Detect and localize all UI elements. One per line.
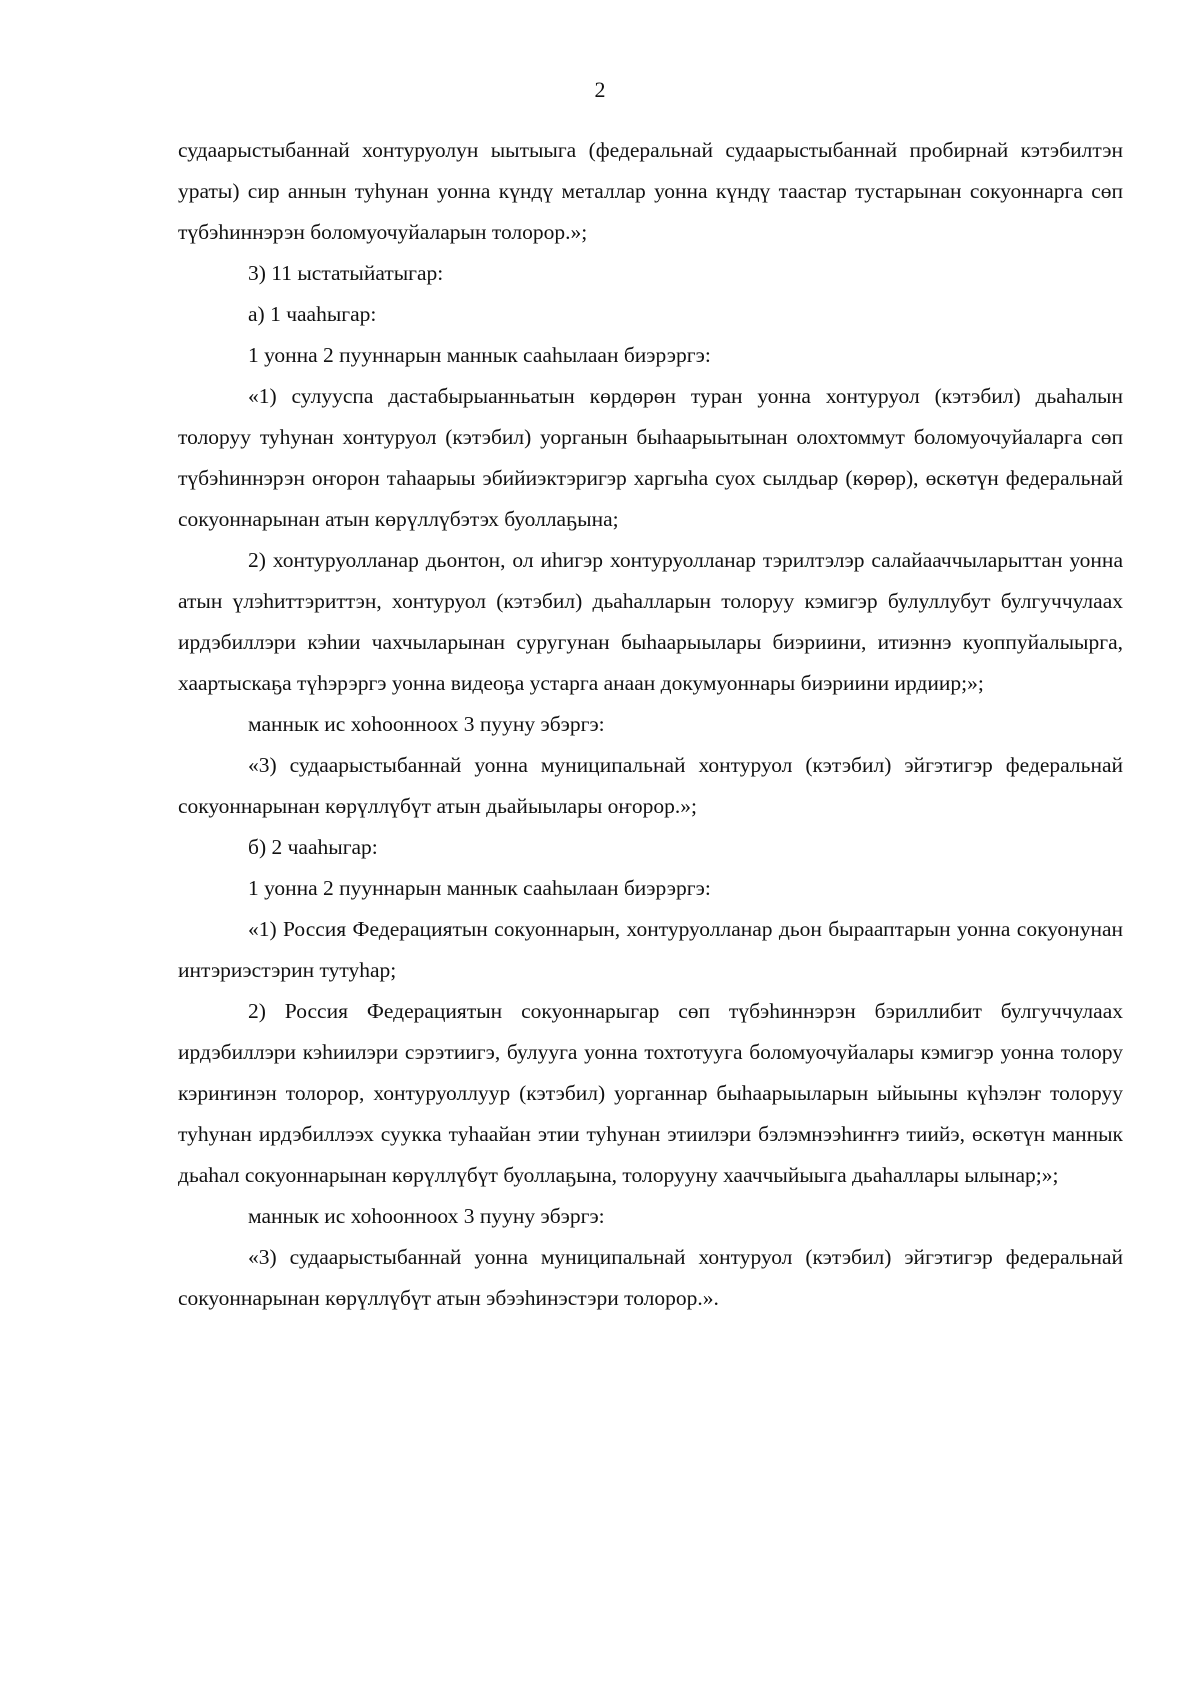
paragraph: маннык ис хоһоонноох 3 пууну эбэргэ:	[248, 712, 605, 736]
paragraph: б) 2 чааһыгар:	[248, 835, 378, 859]
paragraph: «3) судаарыстыбаннай уонна муниципальнай хонтуруол (кэтэбил) эйгэтигэр федеральнай сокуоннарынан көрүллүбүт атын эбээһинэстэри толорор.».	[178, 1245, 1123, 1310]
paragraph: «1) сулууспа дастабырыанньатын көрдөрөн туран уонна хонтуруол (кэтэбил) дьаһалын толоруу туһунан хонтуруол (кэтэбил) уорганын быһаарыытынан олохтоммут боломуочуйаларга сөп түбэһиннэрэн оҥорон таһаарыы эбийиэктэригэр харгыһа суох сылдьар (көрөр), өскөтүн федеральнай сокуоннарынан атын көрүллүбэтэх буоллаҕына;	[178, 384, 1123, 531]
paragraph: а) 1 чааһыгар:	[248, 302, 377, 326]
paragraph: «1) Россия Федерациятын сокуоннарын, хонтуруолланар дьон бырааптарын уонна сокуонунан интэриэстэрин тутуһар;	[178, 917, 1123, 982]
paragraph: 3) 11 ыстатыйатыгар:	[248, 261, 444, 285]
paragraph: 1 уонна 2 пууннарын маннык сааһылаан биэрэргэ:	[248, 876, 711, 900]
paragraph: 2) хонтуруолланар дьонтон, ол иһигэр хонтуруолланар тэрилтэлэр салайааччыларыттан уонна атын үлэһиттэриттэн, хонтуруол (кэтэбил) дьаһалларын толоруу кэмигэр булуллубут булгуччулаах ирдэбиллэри кэһии чахчыларынан суругунан быһаарыылары биэриини, итиэннэ куоппуйалыырга, хаартыскаҕа түһэрэргэ уонна видеоҕа устарга анаан докумуоннары биэриини ирдиир;»;	[178, 548, 1123, 695]
paragraph: маннык ис хоһоонноох 3 пууну эбэргэ:	[248, 1204, 605, 1228]
document-body	[178, 130, 1123, 1319]
paragraph: 1 уонна 2 пууннарын маннык сааһылаан биэрэргэ:	[248, 343, 711, 367]
paragraph: 2) Россия Федерациятын сокуоннарыгар сөп түбэһиннэрэн бэриллибит булгуччулаах ирдэбиллэри кэһиилэри сэрэтиигэ, булууга уонна тохтотууга боломуочуйалары кэмигэр уонна толору кэриҥинэн толорор, хонтуруоллуур (кэтэбил) уорганнар быһаарыыларын ыйыыны күһэлэҥ толоруу туһунан ирдэбиллээх суукка туһаайан этии туһунан этиилэри бэлэмнээһиҥҥэ тиийэ, өскөтүн маннык дьаһал сокуоннарынан көрүллүбүт буоллаҕына, толорууну хааччыйыыга дьаһаллары ылынар;»;	[178, 999, 1123, 1187]
paragraph: судаарыстыбаннай хонтуруолун ыытыыга (федеральнай судаарыстыбаннай пробирнай кэтэбилтэн ураты) сир аннын туһунан уонна күндү металлар уонна күндү таастар тустарынан сокуоннарга сөп түбэһиннэрэн боломуочуйаларын толорор.»;	[178, 138, 1123, 244]
paragraph: «3) судаарыстыбаннай уонна муниципальнай хонтуруол (кэтэбил) эйгэтигэр федеральнай сокуоннарынан көрүллүбүт атын дьайыылары оҥорор.»;	[178, 753, 1123, 818]
page-number: 2	[594, 77, 606, 102]
